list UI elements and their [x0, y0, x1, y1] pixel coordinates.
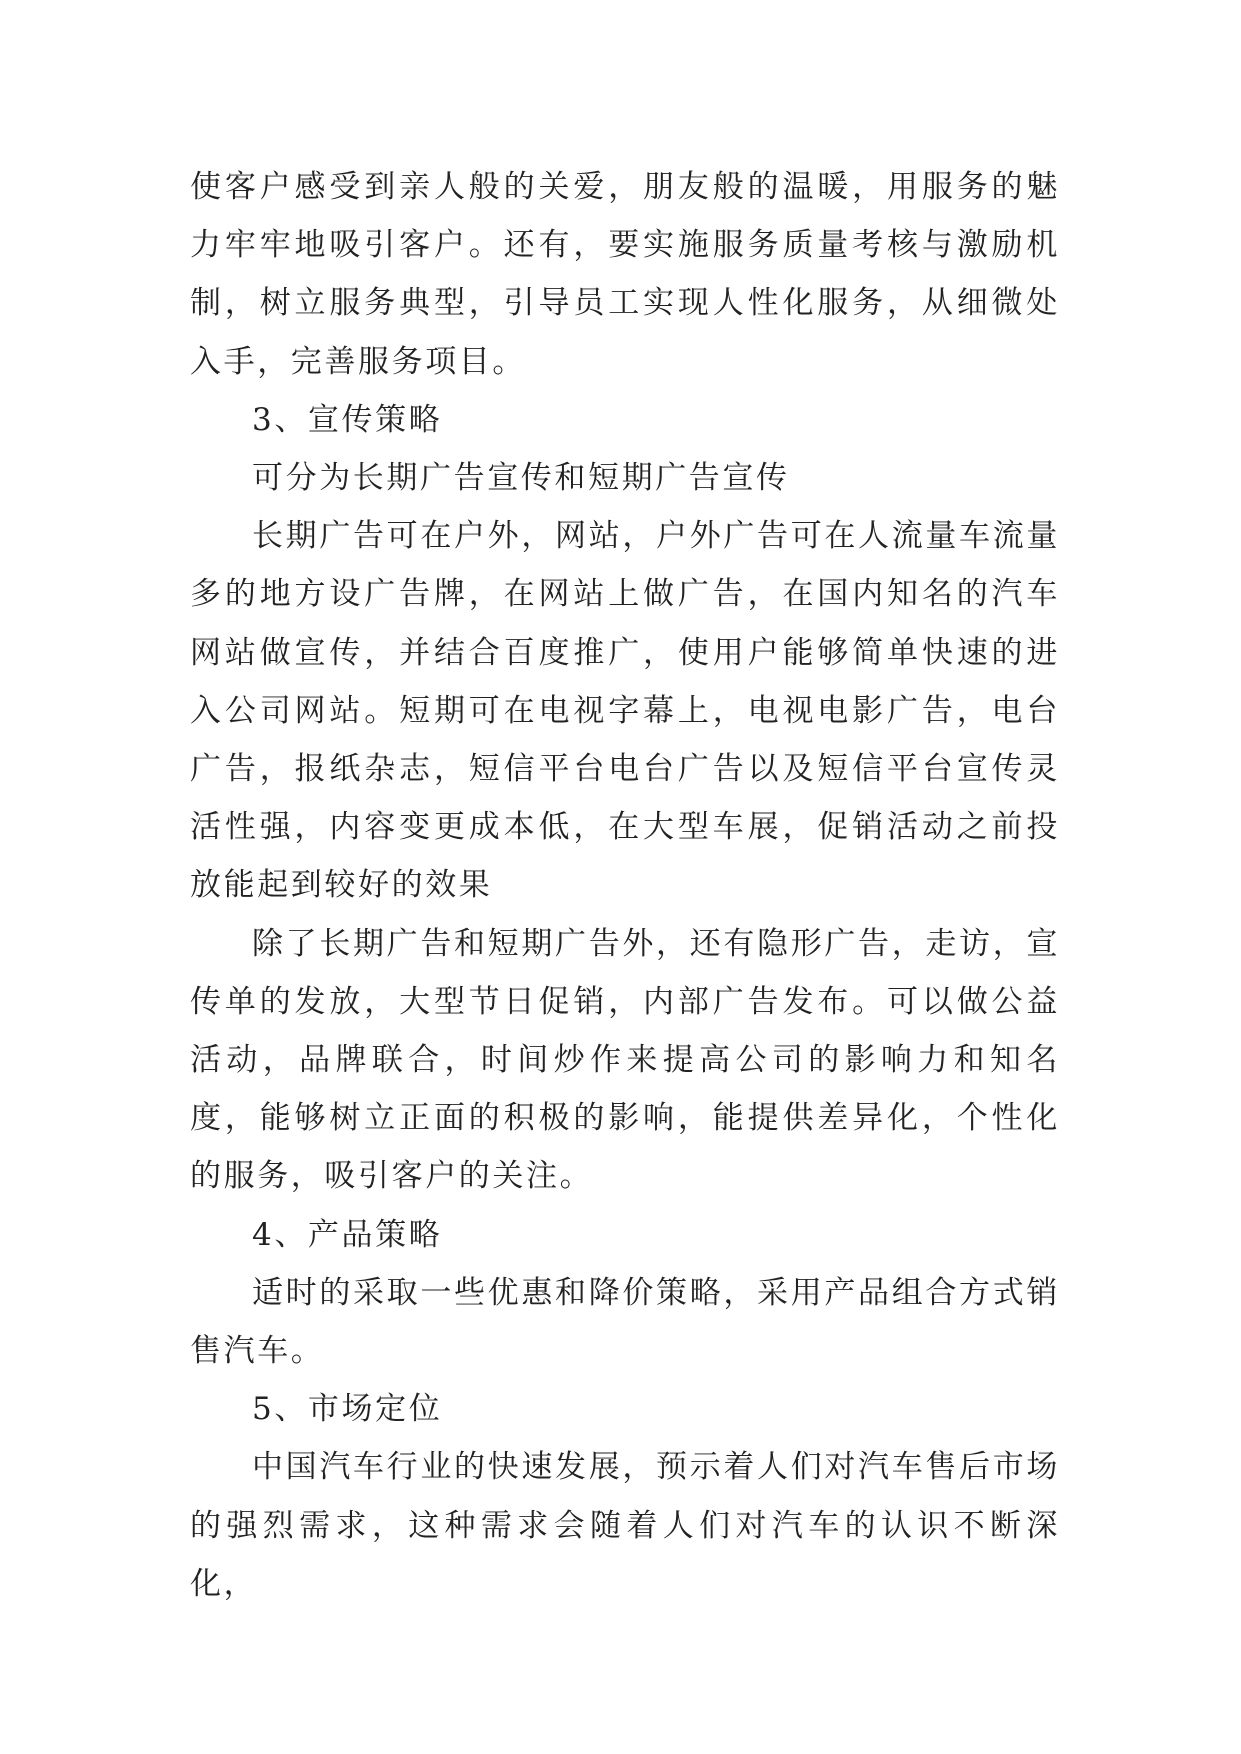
- paragraph-market-positioning: 中国汽车行业的快速发展，预示着人们对汽车售后市场的强烈需求，这种需求会随着人们对汽车的认识不断深化，: [190, 1449, 1060, 1602]
- paragraph-ad-types: 可分为长期广告宣传和短期广告宣传: [252, 460, 790, 497]
- heading-product-strategy: 4、产品策略: [252, 1216, 443, 1253]
- paragraph-service-continued: 使客户感受到亲人般的关爱，朋友般的温暖，用服务的魅力牢牢地吸引客户。还有，要实施服务质量考核与激励机制，树立服务典型，引导员工实现人性化服务，从细微处入手，完善服务项目。: [190, 169, 1060, 380]
- paragraph-product-strategy: 适时的采取一些优惠和降价策略，采用产品组合方式销售汽车。: [190, 1274, 1060, 1370]
- paragraph-long-short-ads: 长期广告可在户外，网站，户外广告可在人流量车流量多的地方设广告牌，在网站上做广告，在国内知名的汽车网站做宣传，并结合百度推广，使用户能够简单快速的进入公司网站。短期可在电视字幕上，电视电影广告，电台广告，报纸杂志，短信平台电台广告以及短信平台宣传灵活性强，内容变更成本低，在大型车展，促销活动之前投放能起到较好的效果: [190, 518, 1060, 904]
- heading-market-positioning: 5、市场定位: [252, 1391, 443, 1428]
- paragraph-other-ads: 除了长期广告和短期广告外，还有隐形广告，走访，宣传单的发放，大型节日促销，内部广告发布。可以做公益活动，品牌联合，时间炒作来提高公司的影响力和知名度，能够树立正面的积极的影响，能提供差异化，个性化的服务，吸引客户的关注。: [190, 925, 1060, 1195]
- document-body: [190, 158, 1060, 1613]
- heading-promotion-strategy: 3、宣传策略: [252, 401, 443, 438]
